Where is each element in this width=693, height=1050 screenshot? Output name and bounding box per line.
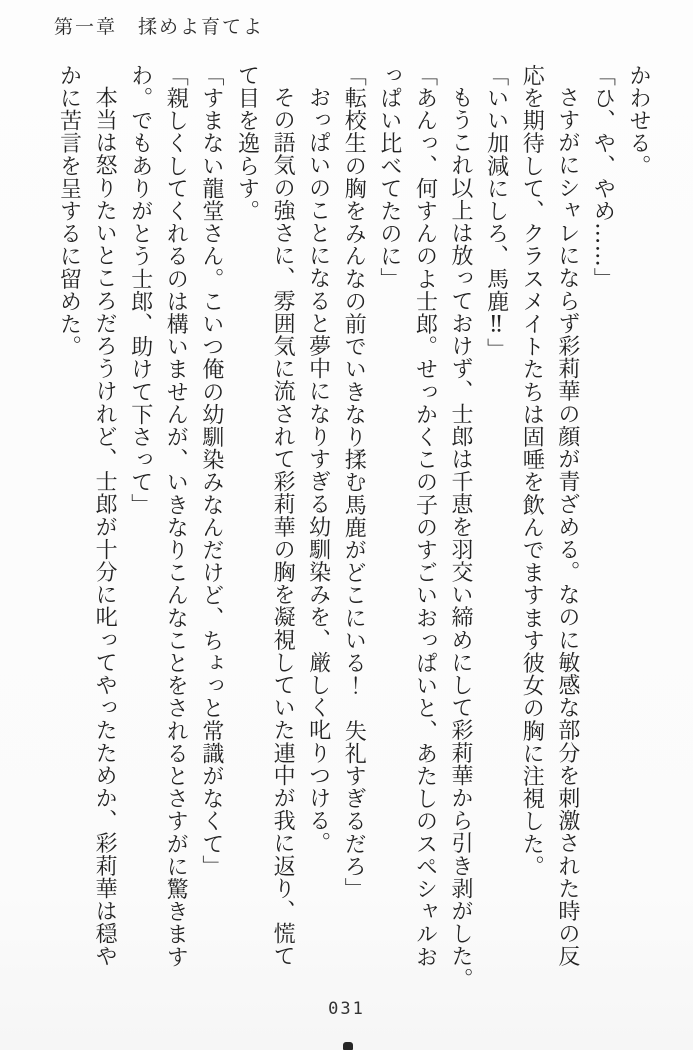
text-column: 本当は怒りたいところだろうけれど、士郎が十分に叱ってやったためか、彩莉華は穏や (92, 86, 118, 968)
text-column: その語気の強さに、雰囲気に流されて彩莉華の胸を凝視していた連中が我に返り、慌て (270, 86, 296, 968)
bottom-dot-mark (343, 1042, 353, 1050)
text-column: 「親しくしてくれるのは構いませんが、いきなりこんなことをされるとさすがに驚きます (163, 64, 189, 968)
text-column: 「すまない龍堂さん。こいつ俺の幼馴染みなんだけど、ちょっと常識がなくて」 (198, 64, 224, 878)
text-column: かわせる。 (626, 64, 651, 177)
text-column: 「いい加減にしろ、馬鹿‼」 (483, 64, 509, 361)
page-number: 031 (328, 999, 365, 1019)
chapter-title: 第一章 揉めよ育てよ (54, 16, 265, 38)
text-column: おっぱいのことになると夢中になりすぎる幼馴染みを、厳しく叱りつける。 (305, 86, 331, 855)
body-text (51, 64, 656, 990)
text-column: 「あんっ、何すんのよ士郎。せっかくこの子のすごいおっぱいと、あたしのスペシャルお (412, 64, 438, 968)
text-column: かに苦言を呈するに留めた。 (56, 64, 82, 358)
text-column: 応を期待して、クラスメイトたちは固唾を飲んでますます彼女の胸に注視した。 (519, 64, 545, 878)
text-column: 「転校生の胸をみんなの前でいきなり揉む馬鹿がどこにいる！ 失礼すぎるだろ」 (341, 64, 367, 901)
text-column: わ。でもありがとう士郎、助けて下さって」 (127, 64, 153, 516)
text-column: っぱい比べてたのに」 (376, 64, 402, 290)
text-column: 「ひ、や、やめ……」 (590, 64, 616, 290)
text-column: さすがにシャレにならず彩莉華の顔が青ざめる。なのに敏感な部分を刺激された時の反 (554, 86, 580, 968)
text-column: て目を逸らす。 (234, 64, 260, 223)
text-column: もうこれ以上は放っておけず、士郎は千恵を羽交い締めにして彩莉華から引き剥がした。 (448, 86, 474, 990)
